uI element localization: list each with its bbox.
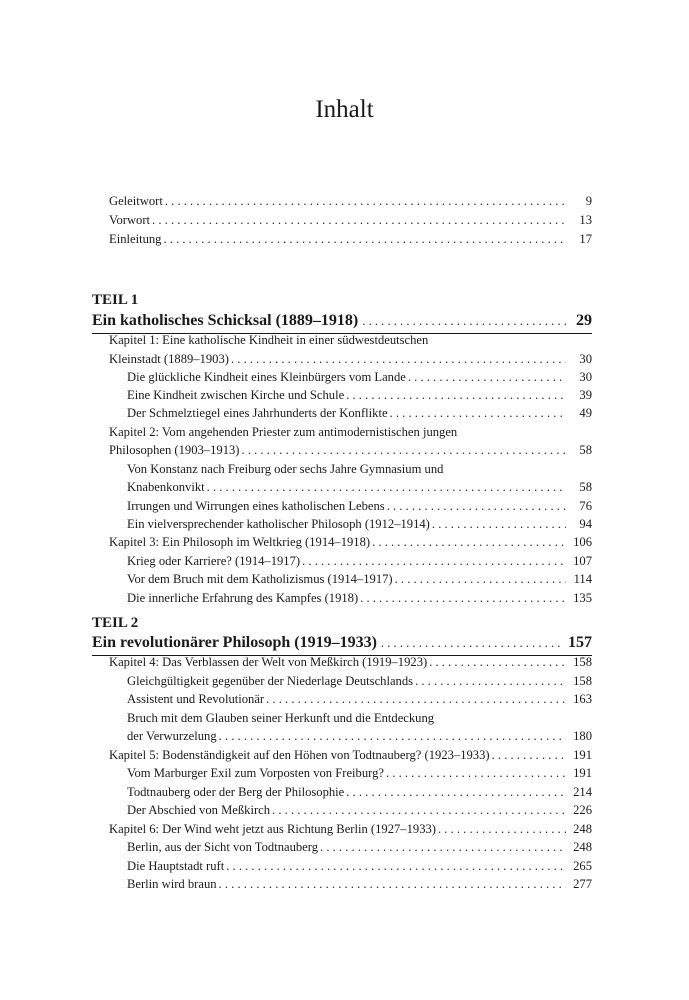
entry-title: Einleitung: [109, 232, 162, 246]
leader-dots: [438, 820, 566, 839]
leader-dots: [152, 211, 566, 230]
entry-page: 13: [579, 213, 592, 227]
entry-page: 226: [573, 803, 592, 817]
toc-chapter-6[interactable]: [109, 820, 592, 839]
entry-page: 214: [573, 785, 592, 799]
entry-page: 58: [579, 443, 592, 457]
entry-title: Die innerliche Erfahrung des Kampfes (1918): [127, 591, 359, 605]
entry-title: Eine Kindheit zwischen Kirche und Schule: [127, 388, 345, 402]
part-heading[interactable]: [92, 310, 592, 332]
toc-section[interactable]: [127, 690, 592, 709]
entry-page: 107: [573, 554, 592, 568]
leader-dots: [219, 727, 566, 746]
toc-entry-einleitung[interactable]: [109, 230, 592, 249]
part-page: 157: [568, 634, 592, 651]
entry-page: 180: [573, 729, 592, 743]
entry-page: 58: [579, 480, 592, 494]
entry-title: Vom Marburger Exil zum Vorposten von Freiburg?: [127, 766, 384, 780]
toc-section-line1[interactable]: [127, 460, 592, 479]
toc-section[interactable]: [127, 515, 592, 534]
entry-page: 76: [579, 499, 592, 513]
entry-page: 248: [573, 840, 592, 854]
entry-page: 191: [573, 748, 592, 762]
entry-title: der Verwurzelung: [127, 729, 217, 743]
leader-dots: [415, 672, 566, 691]
toc-chapter-5[interactable]: [109, 746, 592, 765]
page-title: Inhalt: [315, 96, 374, 123]
leader-dots: [390, 404, 566, 423]
entry-title: Kapitel 2: Vom angehenden Priester zum antimodernistischen jungen: [109, 425, 458, 439]
part-title: Ein revolutionärer Philosoph (1919–1933): [92, 634, 377, 651]
leader-dots: [387, 497, 566, 516]
leader-dots: [346, 386, 566, 405]
leader-dots: [207, 478, 566, 497]
entry-title: Kleinstadt (1889–1903): [109, 352, 229, 366]
entry-page: 30: [579, 370, 592, 384]
toc-section[interactable]: [127, 875, 592, 894]
toc-section[interactable]: [127, 857, 592, 876]
toc-entry-geleitwort[interactable]: [109, 192, 592, 211]
part-label: TEIL 2: [92, 615, 139, 631]
leader-dots: [429, 653, 566, 672]
entry-title: Kapitel 4: Das Verblassen der Welt von Meßkirch (1919–1923): [109, 655, 428, 669]
toc-section[interactable]: [127, 764, 592, 783]
entry-title: Berlin, aus der Sicht von Todtnauberg: [127, 840, 319, 854]
leader-dots: [346, 783, 566, 802]
leader-dots: [492, 746, 566, 765]
toc-chapter-1[interactable]: [109, 350, 592, 369]
entry-title: Der Schmelztiegel eines Jahrhunderts der Konflikte: [127, 406, 388, 420]
toc-entry-vorwort[interactable]: [109, 211, 592, 230]
entry-title: Vorwort: [109, 213, 151, 227]
entry-title: Geleitwort: [109, 194, 163, 208]
entry-page: 158: [573, 655, 592, 669]
entry-page: 30: [579, 352, 592, 366]
entry-page: 163: [573, 692, 592, 706]
toc-section[interactable]: [127, 801, 592, 820]
entry-title: Knabenkonvikt: [127, 480, 205, 494]
toc-chapter-1-line1[interactable]: [109, 331, 592, 350]
toc-chapter-4[interactable]: [109, 653, 592, 672]
leader-dots: [381, 632, 562, 654]
leader-dots: [163, 230, 566, 249]
leader-dots: [266, 690, 566, 709]
leader-dots: [165, 192, 566, 211]
leader-dots: [395, 570, 566, 589]
toc-section[interactable]: [127, 727, 592, 746]
toc-section[interactable]: [127, 783, 592, 802]
entry-page: 39: [579, 388, 592, 402]
part-title: Ein katholisches Schicksal (1889–1918): [92, 312, 359, 329]
leader-dots: [226, 857, 566, 876]
toc-section[interactable]: [127, 672, 592, 691]
leader-dots: [360, 589, 566, 608]
toc-chapter-3[interactable]: [109, 533, 592, 552]
entry-page: 94: [579, 517, 592, 531]
entry-title: Krieg oder Karriere? (1914–1917): [127, 554, 301, 568]
leader-dots: [219, 875, 566, 894]
leader-dots: [372, 533, 566, 552]
entry-title: Kapitel 5: Bodenständigkeit auf den Höhen von Todtnauberg? (1923–1933): [109, 748, 490, 762]
toc-chapter-2-line1[interactable]: [109, 423, 592, 442]
toc-section[interactable]: [127, 570, 592, 589]
toc-section[interactable]: [127, 497, 592, 516]
leader-dots: [320, 838, 566, 857]
toc-section[interactable]: [127, 478, 592, 497]
part-heading[interactable]: [92, 632, 592, 654]
entry-title: Berlin wird braun: [127, 877, 217, 891]
entry-title: Bruch mit dem Glauben seiner Herkunft und die Entdeckung: [127, 711, 435, 725]
leader-dots: [241, 441, 566, 460]
part-label: TEIL 1: [92, 292, 139, 308]
entry-title: Vor dem Bruch mit dem Katholizismus (1914–1917): [127, 572, 393, 586]
entry-page: 114: [573, 572, 592, 586]
toc-section[interactable]: [127, 404, 592, 423]
entry-title: Kapitel 6: Der Wind weht jetzt aus Richtung Berlin (1927–1933): [109, 822, 436, 836]
entry-title: Die Hauptstadt ruft: [127, 859, 225, 873]
entry-title: Von Konstanz nach Freiburg oder sechs Jahre Gymnasium und: [127, 462, 444, 476]
entry-page: 17: [579, 232, 592, 246]
toc-section[interactable]: [127, 838, 592, 857]
part-page: 29: [576, 312, 592, 329]
toc-section[interactable]: [127, 589, 592, 608]
leader-dots: [386, 764, 566, 783]
entry-title: Kapitel 3: Ein Philosoph im Weltkrieg (1914–1918): [109, 535, 371, 549]
entry-page: 9: [585, 194, 592, 208]
entry-title: Assistent und Revolutionär: [127, 692, 265, 706]
entry-title: Kapitel 1: Eine katholische Kindheit in einer südwestdeutschen: [109, 333, 429, 347]
toc-section[interactable]: [127, 552, 592, 571]
entry-title: Todtnauberg oder der Berg der Philosophie: [127, 785, 345, 799]
entry-title: Ein vielversprechender katholischer Philosoph (1912–1914): [127, 517, 430, 531]
toc-section-line1[interactable]: [127, 709, 592, 728]
entry-page: 106: [573, 535, 592, 549]
entry-page: 248: [573, 822, 592, 836]
entry-page: 135: [573, 591, 592, 605]
entry-page: 265: [573, 859, 592, 873]
toc-section[interactable]: [127, 386, 592, 405]
leader-dots: [432, 515, 566, 534]
leader-dots: [408, 368, 566, 387]
entry-title: Gleichgültigkeit gegenüber der Niederlage Deutschlands: [127, 674, 414, 688]
entry-title: Der Abschied von Meßkirch: [127, 803, 271, 817]
entry-title: Irrungen und Wirrungen eines katholischen Lebens: [127, 499, 385, 513]
entry-page: 49: [579, 406, 592, 420]
entry-page: 191: [573, 766, 592, 780]
leader-dots: [302, 552, 566, 571]
leader-dots: [231, 350, 566, 369]
entry-title: Philosophen (1903–1913): [109, 443, 240, 457]
toc-section[interactable]: [127, 368, 592, 387]
entry-page: 277: [573, 877, 592, 891]
entry-title: Die glückliche Kindheit eines Kleinbürgers vom Lande: [127, 370, 406, 384]
toc-chapter-2[interactable]: [109, 441, 592, 460]
leader-dots: [272, 801, 566, 820]
leader-dots: [362, 310, 570, 332]
entry-page: 158: [573, 674, 592, 688]
